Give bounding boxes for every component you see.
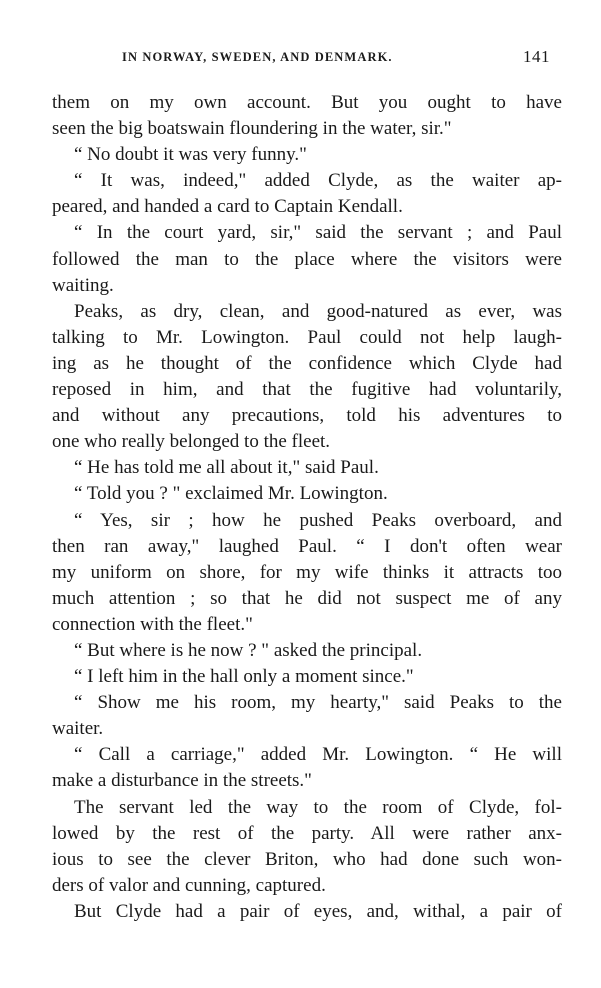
text-line: then ran away," laughed Paul. “ I don't often wear xyxy=(52,535,562,557)
text-line: “ I left him in the hall only a moment since." xyxy=(74,666,414,688)
text-line: one who really belonged to the fleet. xyxy=(52,431,331,453)
running-title: IN NORWAY, SWEDEN, AND DENMARK. xyxy=(122,50,393,64)
text-line: “ Yes, sir ; how he pushed Peaks overboard, and xyxy=(74,509,562,531)
text-line: my uniform on shore, for my wife thinks it attracts too xyxy=(52,561,562,583)
page-number: 141 xyxy=(523,47,550,66)
text-line: lowed by the rest of the party. All were rather anx- xyxy=(52,822,562,844)
text-line: connection with the fleet." xyxy=(52,613,253,635)
text-line: ious to see the clever Briton, who had done such won- xyxy=(52,848,562,870)
text-line: ing as he thought of the confidence which Clyde had xyxy=(52,352,562,374)
text-line: “ Told you ? " exclaimed Mr. Lowington. xyxy=(74,483,388,505)
text-line: waiter. xyxy=(52,718,104,740)
body-text xyxy=(52,90,562,925)
text-line: “ Show me his room, my hearty," said Peaks to the xyxy=(74,692,562,714)
text-line: “ Call a carriage," added Mr. Lowington. “ He will xyxy=(74,744,562,766)
text-line: “ But where is he now ? " asked the principal. xyxy=(74,639,423,661)
text-line: much attention ; so that he did not suspect me of any xyxy=(52,587,562,609)
text-line: seen the big boatswain floundering in the water, sir." xyxy=(52,118,452,140)
text-line: and without any precautions, told his adventures to xyxy=(52,405,562,427)
text-line: ders of valor and cunning, captured. xyxy=(52,874,326,896)
text-line: talking to Mr. Lowington. Paul could not help laugh- xyxy=(52,326,562,348)
text-line: “ It was, indeed," added Clyde, as the waiter ap- xyxy=(74,170,562,192)
text-line: Peaks, as dry, clean, and good-natured as ever, was xyxy=(74,300,562,322)
text-line: “ In the court yard, sir," said the servant ; and Paul xyxy=(74,222,562,244)
text-line: “ He has told me all about it," said Paul. xyxy=(74,457,379,479)
text-line: The servant led the way to the room of Clyde, fol- xyxy=(74,796,562,818)
text-line: But Clyde had a pair of eyes, and, withal, a pair of xyxy=(74,900,562,922)
text-line: make a disturbance in the streets." xyxy=(52,770,312,792)
text-line: peared, and handed a card to Captain Kendall. xyxy=(52,196,403,218)
text-line: reposed in him, and that the fugitive had voluntarily, xyxy=(52,379,562,401)
text-line: “ No doubt it was very funny." xyxy=(74,144,307,166)
text-line: them on my own account. But you ought to have xyxy=(52,92,562,113)
text-line: waiting. xyxy=(52,274,114,296)
text-line: followed the man to the place where the visitors were xyxy=(52,248,562,270)
